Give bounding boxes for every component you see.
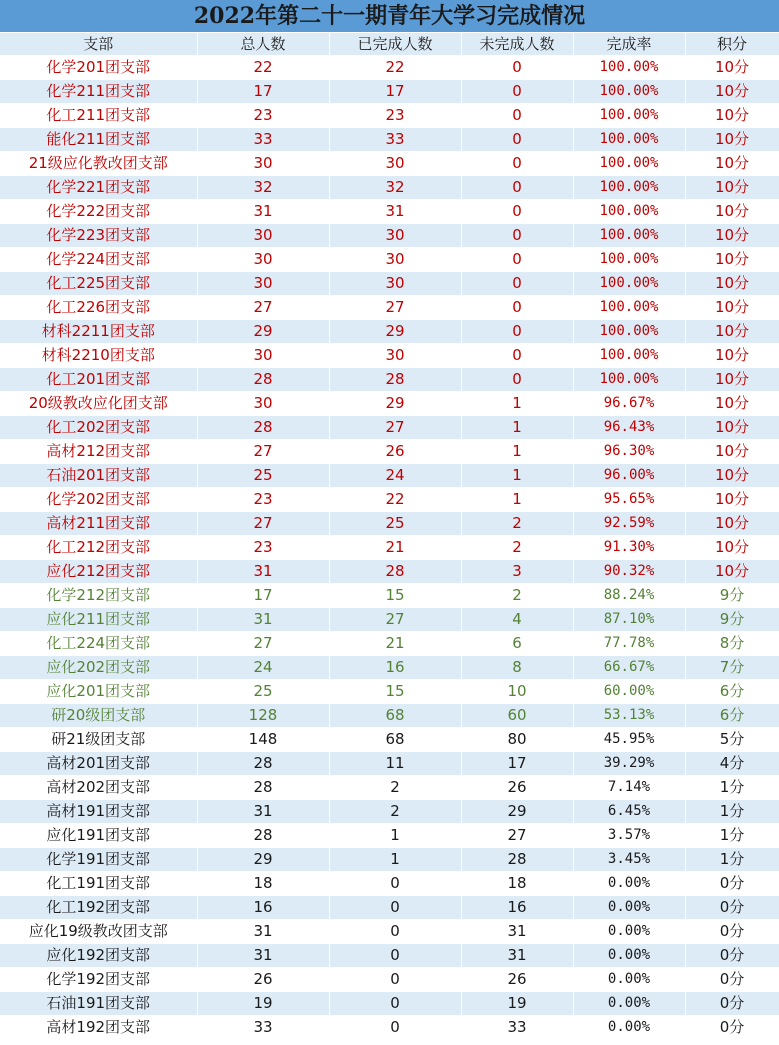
- cell-branch: 化工224团支部: [0, 632, 197, 656]
- table-row: [0, 848, 779, 872]
- cell-score: 7分: [685, 656, 779, 680]
- cell-undone: 0: [461, 176, 573, 200]
- cell-undone: 31: [461, 920, 573, 944]
- cell-rate: 0.00%: [573, 920, 685, 944]
- cell-rate: 77.78%: [573, 632, 685, 656]
- table-row: [0, 344, 779, 368]
- cell-undone: 0: [461, 56, 573, 80]
- cell-score: 10分: [685, 56, 779, 80]
- table-row: [0, 272, 779, 296]
- cell-rate: 96.00%: [573, 464, 685, 488]
- cell-undone: 0: [461, 272, 573, 296]
- cell-score: 10分: [685, 416, 779, 440]
- table-row: [0, 512, 779, 536]
- table-row: [0, 656, 779, 680]
- cell-branch: 化工226团支部: [0, 296, 197, 320]
- cell-undone: 26: [461, 968, 573, 992]
- cell-branch: 应化201团支部: [0, 680, 197, 704]
- cell-branch: 化学221团支部: [0, 176, 197, 200]
- cell-score: 10分: [685, 152, 779, 176]
- cell-rate: 91.30%: [573, 536, 685, 560]
- cell-rate: 96.30%: [573, 440, 685, 464]
- cell-undone: 1: [461, 440, 573, 464]
- cell-undone: 2: [461, 512, 573, 536]
- cell-branch: 研20级团支部: [0, 704, 197, 728]
- table-row: [0, 872, 779, 896]
- cell-done: 30: [329, 224, 461, 248]
- cell-total: 22: [197, 56, 329, 80]
- cell-undone: 18: [461, 872, 573, 896]
- cell-done: 68: [329, 704, 461, 728]
- cell-rate: 0.00%: [573, 992, 685, 1016]
- cell-undone: 0: [461, 296, 573, 320]
- cell-rate: 87.10%: [573, 608, 685, 632]
- cell-total: 29: [197, 320, 329, 344]
- cell-total: 30: [197, 392, 329, 416]
- cell-total: 16: [197, 896, 329, 920]
- cell-branch: 石油191团支部: [0, 992, 197, 1016]
- cell-undone: 16: [461, 896, 573, 920]
- table-row: [0, 680, 779, 704]
- cell-score: 10分: [685, 200, 779, 224]
- table-row: [0, 776, 779, 800]
- cell-branch: 应化192团支部: [0, 944, 197, 968]
- column-header-rate: 完成率: [573, 33, 685, 56]
- cell-rate: 100.00%: [573, 80, 685, 104]
- cell-undone: 0: [461, 320, 573, 344]
- cell-undone: 10: [461, 680, 573, 704]
- cell-undone: 0: [461, 104, 573, 128]
- cell-branch: 化学201团支部: [0, 56, 197, 80]
- cell-done: 1: [329, 848, 461, 872]
- table-row: [0, 752, 779, 776]
- cell-done: 1: [329, 824, 461, 848]
- cell-undone: 0: [461, 224, 573, 248]
- cell-branch: 材科2211团支部: [0, 320, 197, 344]
- cell-branch: 高材211团支部: [0, 512, 197, 536]
- cell-undone: 4: [461, 608, 573, 632]
- cell-done: 17: [329, 80, 461, 104]
- cell-rate: 100.00%: [573, 56, 685, 80]
- cell-done: 0: [329, 1016, 461, 1040]
- cell-score: 10分: [685, 560, 779, 584]
- cell-done: 32: [329, 176, 461, 200]
- table-row: [0, 704, 779, 728]
- cell-total: 17: [197, 584, 329, 608]
- cell-undone: 0: [461, 200, 573, 224]
- cell-done: 33: [329, 128, 461, 152]
- cell-score: 9分: [685, 608, 779, 632]
- cell-done: 15: [329, 680, 461, 704]
- cell-total: 27: [197, 296, 329, 320]
- cell-score: 10分: [685, 296, 779, 320]
- cell-done: 29: [329, 320, 461, 344]
- cell-score: 5分: [685, 728, 779, 752]
- cell-score: 0分: [685, 944, 779, 968]
- cell-branch: 化工212团支部: [0, 536, 197, 560]
- cell-total: 31: [197, 560, 329, 584]
- cell-undone: 17: [461, 752, 573, 776]
- cell-done: 2: [329, 776, 461, 800]
- cell-rate: 100.00%: [573, 320, 685, 344]
- cell-undone: 29: [461, 800, 573, 824]
- cell-undone: 0: [461, 368, 573, 392]
- table-row: [0, 320, 779, 344]
- cell-total: 31: [197, 200, 329, 224]
- cell-rate: 0.00%: [573, 968, 685, 992]
- cell-undone: 1: [461, 464, 573, 488]
- cell-total: 31: [197, 920, 329, 944]
- cell-score: 1分: [685, 776, 779, 800]
- cell-rate: 100.00%: [573, 200, 685, 224]
- cell-rate: 100.00%: [573, 224, 685, 248]
- cell-rate: 100.00%: [573, 296, 685, 320]
- cell-done: 23: [329, 104, 461, 128]
- cell-score: 10分: [685, 104, 779, 128]
- cell-score: 10分: [685, 440, 779, 464]
- table-row: [0, 248, 779, 272]
- cell-branch: 化学192团支部: [0, 968, 197, 992]
- cell-undone: 31: [461, 944, 573, 968]
- cell-done: 22: [329, 56, 461, 80]
- cell-score: 8分: [685, 632, 779, 656]
- cell-score: 10分: [685, 464, 779, 488]
- cell-total: 31: [197, 608, 329, 632]
- cell-score: 0分: [685, 920, 779, 944]
- cell-done: 2: [329, 800, 461, 824]
- column-header-branch: 支部: [0, 33, 197, 56]
- cell-score: 6分: [685, 680, 779, 704]
- cell-done: 0: [329, 872, 461, 896]
- cell-undone: 1: [461, 488, 573, 512]
- cell-total: 25: [197, 464, 329, 488]
- header-row: [0, 33, 779, 56]
- cell-total: 27: [197, 632, 329, 656]
- cell-score: 10分: [685, 272, 779, 296]
- cell-total: 23: [197, 536, 329, 560]
- cell-total: 25: [197, 680, 329, 704]
- cell-branch: 21级应化教改团支部: [0, 152, 197, 176]
- cell-done: 0: [329, 944, 461, 968]
- cell-rate: 0.00%: [573, 1016, 685, 1040]
- cell-rate: 0.00%: [573, 896, 685, 920]
- table-row: [0, 104, 779, 128]
- cell-done: 30: [329, 248, 461, 272]
- cell-total: 31: [197, 800, 329, 824]
- cell-rate: 100.00%: [573, 128, 685, 152]
- table-row: [0, 560, 779, 584]
- cell-score: 1分: [685, 800, 779, 824]
- cell-branch: 应化211团支部: [0, 608, 197, 632]
- cell-rate: 88.24%: [573, 584, 685, 608]
- cell-total: 27: [197, 512, 329, 536]
- cell-branch: 材科2210团支部: [0, 344, 197, 368]
- cell-rate: 100.00%: [573, 176, 685, 200]
- cell-total: 32: [197, 176, 329, 200]
- cell-rate: 92.59%: [573, 512, 685, 536]
- cell-total: 30: [197, 248, 329, 272]
- cell-score: 10分: [685, 128, 779, 152]
- cell-score: 10分: [685, 176, 779, 200]
- completion-table: [0, 33, 779, 1040]
- cell-total: 30: [197, 224, 329, 248]
- cell-done: 26: [329, 440, 461, 464]
- cell-branch: 化工225团支部: [0, 272, 197, 296]
- cell-rate: 100.00%: [573, 344, 685, 368]
- table-row: [0, 224, 779, 248]
- cell-score: 10分: [685, 224, 779, 248]
- cell-total: 28: [197, 752, 329, 776]
- table-row: [0, 632, 779, 656]
- cell-rate: 3.45%: [573, 848, 685, 872]
- cell-total: 30: [197, 152, 329, 176]
- cell-score: 10分: [685, 392, 779, 416]
- cell-score: 10分: [685, 512, 779, 536]
- cell-branch: 应化191团支部: [0, 824, 197, 848]
- table-row: [0, 152, 779, 176]
- cell-score: 10分: [685, 248, 779, 272]
- sheet-title: 2022年第二十一期青年大学习完成情况: [0, 0, 779, 33]
- cell-total: 27: [197, 440, 329, 464]
- cell-done: 24: [329, 464, 461, 488]
- table-row: [0, 896, 779, 920]
- cell-branch: 石油201团支部: [0, 464, 197, 488]
- cell-undone: 0: [461, 248, 573, 272]
- table-row: [0, 440, 779, 464]
- table-row: [0, 392, 779, 416]
- table-row: [0, 608, 779, 632]
- cell-branch: 化学202团支部: [0, 488, 197, 512]
- cell-score: 10分: [685, 80, 779, 104]
- cell-score: 10分: [685, 368, 779, 392]
- cell-rate: 95.65%: [573, 488, 685, 512]
- column-header-total: 总人数: [197, 33, 329, 56]
- cell-undone: 28: [461, 848, 573, 872]
- cell-rate: 3.57%: [573, 824, 685, 848]
- table-row: [0, 1016, 779, 1040]
- cell-score: 1分: [685, 824, 779, 848]
- table-row: [0, 920, 779, 944]
- cell-rate: 39.29%: [573, 752, 685, 776]
- cell-branch: 化学191团支部: [0, 848, 197, 872]
- cell-done: 28: [329, 560, 461, 584]
- cell-score: 0分: [685, 992, 779, 1016]
- table-body: [0, 56, 779, 1040]
- cell-branch: 高材202团支部: [0, 776, 197, 800]
- cell-rate: 45.95%: [573, 728, 685, 752]
- cell-done: 30: [329, 152, 461, 176]
- cell-branch: 化工191团支部: [0, 872, 197, 896]
- cell-undone: 0: [461, 344, 573, 368]
- cell-undone: 6: [461, 632, 573, 656]
- cell-undone: 80: [461, 728, 573, 752]
- cell-done: 21: [329, 536, 461, 560]
- table-row: [0, 488, 779, 512]
- cell-score: 6分: [685, 704, 779, 728]
- cell-total: 148: [197, 728, 329, 752]
- cell-total: 31: [197, 944, 329, 968]
- table-row: [0, 200, 779, 224]
- cell-branch: 能化211团支部: [0, 128, 197, 152]
- cell-total: 128: [197, 704, 329, 728]
- cell-total: 33: [197, 1016, 329, 1040]
- cell-done: 11: [329, 752, 461, 776]
- cell-rate: 66.67%: [573, 656, 685, 680]
- cell-rate: 100.00%: [573, 368, 685, 392]
- cell-undone: 27: [461, 824, 573, 848]
- cell-rate: 96.43%: [573, 416, 685, 440]
- cell-score: 1分: [685, 848, 779, 872]
- cell-undone: 8: [461, 656, 573, 680]
- cell-undone: 2: [461, 536, 573, 560]
- cell-score: 0分: [685, 1016, 779, 1040]
- cell-undone: 33: [461, 1016, 573, 1040]
- cell-done: 21: [329, 632, 461, 656]
- cell-total: 33: [197, 128, 329, 152]
- column-header-done: 已完成人数: [329, 33, 461, 56]
- cell-total: 24: [197, 656, 329, 680]
- cell-done: 28: [329, 368, 461, 392]
- cell-done: 25: [329, 512, 461, 536]
- cell-rate: 0.00%: [573, 872, 685, 896]
- cell-undone: 1: [461, 392, 573, 416]
- cell-total: 23: [197, 488, 329, 512]
- cell-score: 10分: [685, 320, 779, 344]
- cell-undone: 2: [461, 584, 573, 608]
- cell-undone: 0: [461, 128, 573, 152]
- cell-rate: 6.45%: [573, 800, 685, 824]
- cell-score: 10分: [685, 344, 779, 368]
- table-row: [0, 584, 779, 608]
- table-row: [0, 368, 779, 392]
- cell-total: 30: [197, 272, 329, 296]
- cell-branch: 化学224团支部: [0, 248, 197, 272]
- cell-done: 0: [329, 992, 461, 1016]
- cell-rate: 0.00%: [573, 944, 685, 968]
- cell-rate: 100.00%: [573, 248, 685, 272]
- table-row: [0, 56, 779, 80]
- cell-done: 27: [329, 416, 461, 440]
- table-row: [0, 944, 779, 968]
- cell-score: 0分: [685, 872, 779, 896]
- cell-done: 0: [329, 968, 461, 992]
- table-row: [0, 80, 779, 104]
- table-row: [0, 416, 779, 440]
- column-header-score: 积分: [685, 33, 779, 56]
- cell-total: 29: [197, 848, 329, 872]
- cell-undone: 19: [461, 992, 573, 1016]
- cell-branch: 化学211团支部: [0, 80, 197, 104]
- column-header-undone: 未完成人数: [461, 33, 573, 56]
- cell-done: 30: [329, 272, 461, 296]
- cell-total: 26: [197, 968, 329, 992]
- cell-done: 16: [329, 656, 461, 680]
- table-row: [0, 128, 779, 152]
- cell-branch: 化学223团支部: [0, 224, 197, 248]
- cell-done: 27: [329, 296, 461, 320]
- cell-done: 30: [329, 344, 461, 368]
- cell-done: 27: [329, 608, 461, 632]
- cell-rate: 53.13%: [573, 704, 685, 728]
- cell-score: 9分: [685, 584, 779, 608]
- cell-total: 28: [197, 368, 329, 392]
- cell-rate: 90.32%: [573, 560, 685, 584]
- cell-total: 23: [197, 104, 329, 128]
- cell-branch: 应化19级教改团支部: [0, 920, 197, 944]
- cell-done: 31: [329, 200, 461, 224]
- cell-branch: 应化212团支部: [0, 560, 197, 584]
- cell-rate: 60.00%: [573, 680, 685, 704]
- cell-total: 28: [197, 824, 329, 848]
- cell-undone: 26: [461, 776, 573, 800]
- cell-branch: 化工201团支部: [0, 368, 197, 392]
- cell-branch: 化学212团支部: [0, 584, 197, 608]
- cell-done: 68: [329, 728, 461, 752]
- cell-rate: 100.00%: [573, 272, 685, 296]
- cell-branch: 化工202团支部: [0, 416, 197, 440]
- cell-branch: 研21级团支部: [0, 728, 197, 752]
- table-row: [0, 824, 779, 848]
- cell-total: 18: [197, 872, 329, 896]
- cell-branch: 化工211团支部: [0, 104, 197, 128]
- table-row: [0, 800, 779, 824]
- cell-total: 19: [197, 992, 329, 1016]
- cell-branch: 化学222团支部: [0, 200, 197, 224]
- cell-undone: 0: [461, 152, 573, 176]
- cell-branch: 化工192团支部: [0, 896, 197, 920]
- table-row: [0, 464, 779, 488]
- cell-branch: 高材191团支部: [0, 800, 197, 824]
- cell-branch: 高材212团支部: [0, 440, 197, 464]
- cell-undone: 1: [461, 416, 573, 440]
- cell-done: 29: [329, 392, 461, 416]
- table-row: [0, 992, 779, 1016]
- cell-undone: 60: [461, 704, 573, 728]
- cell-branch: 应化202团支部: [0, 656, 197, 680]
- cell-rate: 100.00%: [573, 152, 685, 176]
- cell-branch: 20级教改应化团支部: [0, 392, 197, 416]
- cell-undone: 0: [461, 80, 573, 104]
- cell-done: 0: [329, 896, 461, 920]
- cell-total: 30: [197, 344, 329, 368]
- table-row: [0, 296, 779, 320]
- cell-done: 22: [329, 488, 461, 512]
- cell-score: 10分: [685, 488, 779, 512]
- cell-score: 4分: [685, 752, 779, 776]
- table-row: [0, 176, 779, 200]
- cell-rate: 100.00%: [573, 104, 685, 128]
- cell-score: 10分: [685, 536, 779, 560]
- cell-branch: 高材201团支部: [0, 752, 197, 776]
- cell-rate: 7.14%: [573, 776, 685, 800]
- cell-total: 28: [197, 776, 329, 800]
- cell-rate: 96.67%: [573, 392, 685, 416]
- cell-done: 15: [329, 584, 461, 608]
- cell-score: 0分: [685, 896, 779, 920]
- table-row: [0, 536, 779, 560]
- table-row: [0, 728, 779, 752]
- table-row: [0, 968, 779, 992]
- cell-branch: 高材192团支部: [0, 1016, 197, 1040]
- cell-total: 28: [197, 416, 329, 440]
- cell-total: 17: [197, 80, 329, 104]
- cell-score: 0分: [685, 968, 779, 992]
- cell-done: 0: [329, 920, 461, 944]
- cell-undone: 3: [461, 560, 573, 584]
